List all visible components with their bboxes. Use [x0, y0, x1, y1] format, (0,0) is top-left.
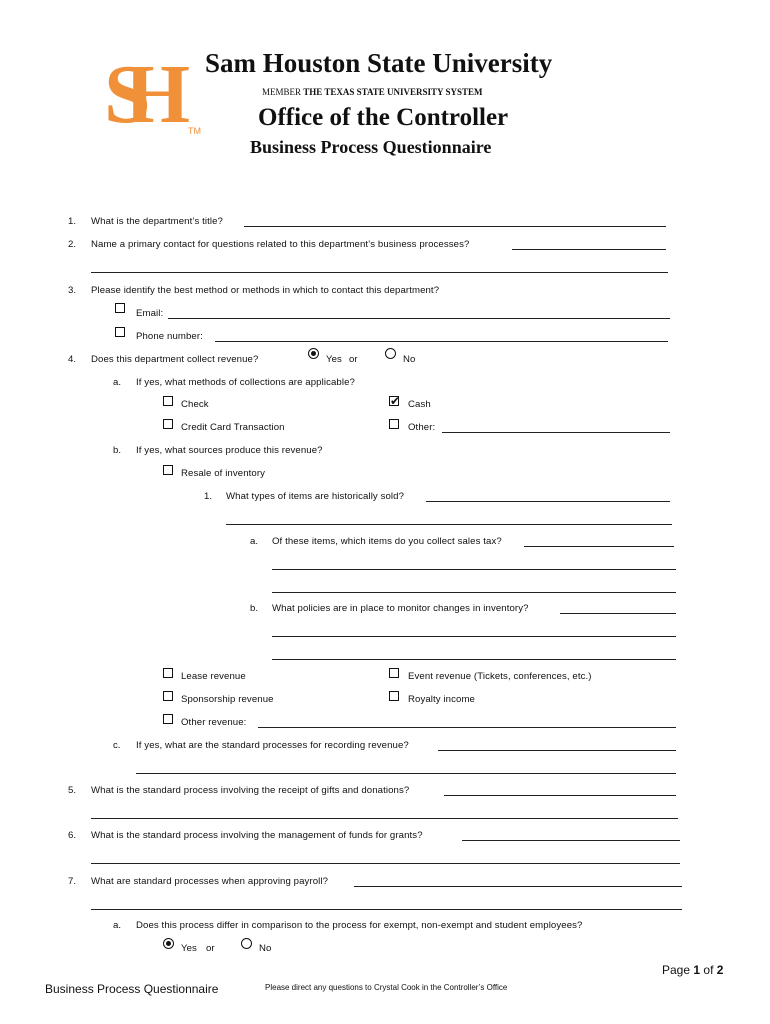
member-system: THE TEXAS STATE UNIVERSITY SYSTEM: [303, 87, 483, 97]
q4ba-answer-line-2[interactable]: [272, 559, 676, 570]
lease-checkbox[interactable]: [163, 668, 173, 678]
other-revenue-checkbox[interactable]: [163, 714, 173, 724]
q7-answer-line-2[interactable]: [91, 899, 682, 910]
other-method-checkbox[interactable]: [389, 419, 399, 429]
footer-title: Business Process Questionnaire: [45, 982, 219, 996]
q7-number: 7.: [68, 876, 77, 887]
cash-checkbox[interactable]: ✔: [390, 394, 401, 408]
member-line: [262, 87, 483, 97]
q4bb-answer-line[interactable]: [560, 603, 676, 614]
q7-text: What are standard processes when approving payroll?: [91, 876, 329, 887]
q2-answer-line-2[interactable]: [91, 262, 668, 273]
q4bb-text: What policies are in place to monitor changes in inventory?: [272, 603, 529, 614]
q4a-text: If yes, what methods of collections are applicable?: [136, 377, 355, 388]
q4-yes-radio[interactable]: [308, 348, 319, 359]
q2-answer-line[interactable]: [512, 239, 666, 250]
credit-card-checkbox[interactable]: [163, 419, 173, 429]
email-answer-line[interactable]: [168, 308, 670, 319]
university-logo: [104, 50, 184, 140]
phone-answer-line[interactable]: [215, 331, 668, 342]
q4b1-number: 1.: [204, 491, 213, 502]
q5-answer-line-2[interactable]: [91, 808, 678, 819]
q4-or-label: or: [349, 354, 358, 365]
phone-label: Phone number:: [136, 331, 203, 342]
q5-answer-line[interactable]: [444, 785, 676, 796]
other-method-answer-line[interactable]: [442, 422, 670, 433]
check-checkbox[interactable]: [163, 396, 173, 406]
university-name: Sam Houston State University: [205, 48, 553, 78]
q7a-no-label: No: [259, 943, 272, 954]
q4-yes-label: Yes: [326, 354, 342, 365]
q5-text: What is the standard process involving the receipt of gifts and donations?: [91, 785, 410, 796]
q4ba-number: a.: [250, 536, 259, 547]
footer-contact-note: Please direct any questions to Crystal Cook in the Controller’s Office: [265, 983, 508, 992]
q4b1-answer-line[interactable]: [426, 491, 670, 502]
logo-text: SH: [104, 48, 165, 141]
q4-number: 4.: [68, 354, 77, 365]
q4b1-answer-line-2[interactable]: [226, 514, 672, 525]
royalty-checkbox[interactable]: [389, 691, 399, 701]
resale-checkbox[interactable]: [163, 465, 173, 475]
lease-label: Lease revenue: [181, 671, 246, 682]
q4bb-answer-line-3[interactable]: [272, 649, 676, 660]
q4ba-answer-line[interactable]: [524, 536, 674, 547]
of-word: of: [703, 963, 714, 977]
q7a-no-radio[interactable]: [241, 938, 252, 949]
q4a-number: a.: [113, 377, 122, 388]
q4-text: Does this department collect revenue?: [91, 354, 259, 365]
other-revenue-label: Other revenue:: [181, 717, 247, 728]
q2-number: 2.: [68, 239, 77, 250]
q4ba-text: Of these items, which items do you collect sales tax?: [272, 536, 502, 547]
q4b-text: If yes, what sources produce this revenue?: [136, 445, 323, 456]
member-prefix: MEMBER: [262, 87, 302, 97]
q1-number: 1.: [68, 216, 77, 227]
q4b1-text: What types of items are historically sold?: [226, 491, 405, 502]
q4-no-radio[interactable]: [385, 348, 396, 359]
q7a-number: a.: [113, 920, 122, 931]
resale-label: Resale of inventory: [181, 468, 266, 479]
q4-no-label: No: [403, 354, 416, 365]
q7-answer-line[interactable]: [354, 876, 682, 887]
q1-answer-line[interactable]: [244, 216, 666, 227]
q7a-yes-radio[interactable]: [163, 938, 174, 949]
q4b-number: b.: [113, 445, 122, 456]
q7a-yes-label: Yes: [181, 943, 197, 954]
other-method-label: Other:: [408, 422, 436, 433]
q3-text: Please identify the best method or methods in which to contact this department?: [91, 285, 440, 296]
q3-number: 3.: [68, 285, 77, 296]
q6-answer-line[interactable]: [462, 830, 680, 841]
q2-text: Name a primary contact for questions related to this department’s business processes?: [91, 239, 470, 250]
office-title: Office of the Controller: [258, 104, 509, 131]
event-checkbox[interactable]: [389, 668, 399, 678]
sponsorship-label: Sponsorship revenue: [181, 694, 274, 705]
q4bb-answer-line-2[interactable]: [272, 626, 676, 637]
q5-number: 5.: [68, 785, 77, 796]
trademark: TM: [188, 126, 201, 136]
royalty-label: Royalty income: [408, 694, 475, 705]
q4c-text: If yes, what are the standard processes for recording revenue?: [136, 740, 409, 751]
q6-text: What is the standard process involving the management of funds for grants?: [91, 830, 423, 841]
q7a-text: Does this process differ in comparison to the process for exempt, non-exempt and student employees?: [136, 920, 583, 931]
q4c-answer-line-2[interactable]: [136, 763, 676, 774]
q1-text: What is the department’s title?: [91, 216, 223, 227]
document-title: Business Process Questionnaire: [250, 137, 492, 157]
q4bb-number: b.: [250, 603, 259, 614]
q4c-answer-line[interactable]: [438, 740, 676, 751]
phone-checkbox[interactable]: [115, 327, 125, 337]
email-label: Email:: [136, 308, 164, 319]
q4ba-answer-line-3[interactable]: [272, 582, 676, 593]
page-number: 1: [693, 963, 701, 977]
sponsorship-checkbox[interactable]: [163, 691, 173, 701]
page-word: Page: [662, 963, 691, 977]
page-total: 2: [716, 963, 724, 977]
check-label: Check: [181, 399, 209, 410]
page-indicator: [662, 963, 723, 977]
q4c-number: c.: [113, 740, 121, 751]
cash-label: Cash: [408, 399, 431, 410]
other-revenue-answer-line[interactable]: [258, 717, 676, 728]
q6-number: 6.: [68, 830, 77, 841]
event-label: Event revenue (Tickets, conferences, etc.): [408, 671, 592, 682]
email-checkbox[interactable]: [115, 303, 125, 313]
credit-card-label: Credit Card Transaction: [181, 422, 285, 433]
q6-answer-line-2[interactable]: [91, 853, 680, 864]
q7a-or-label: or: [206, 943, 215, 954]
